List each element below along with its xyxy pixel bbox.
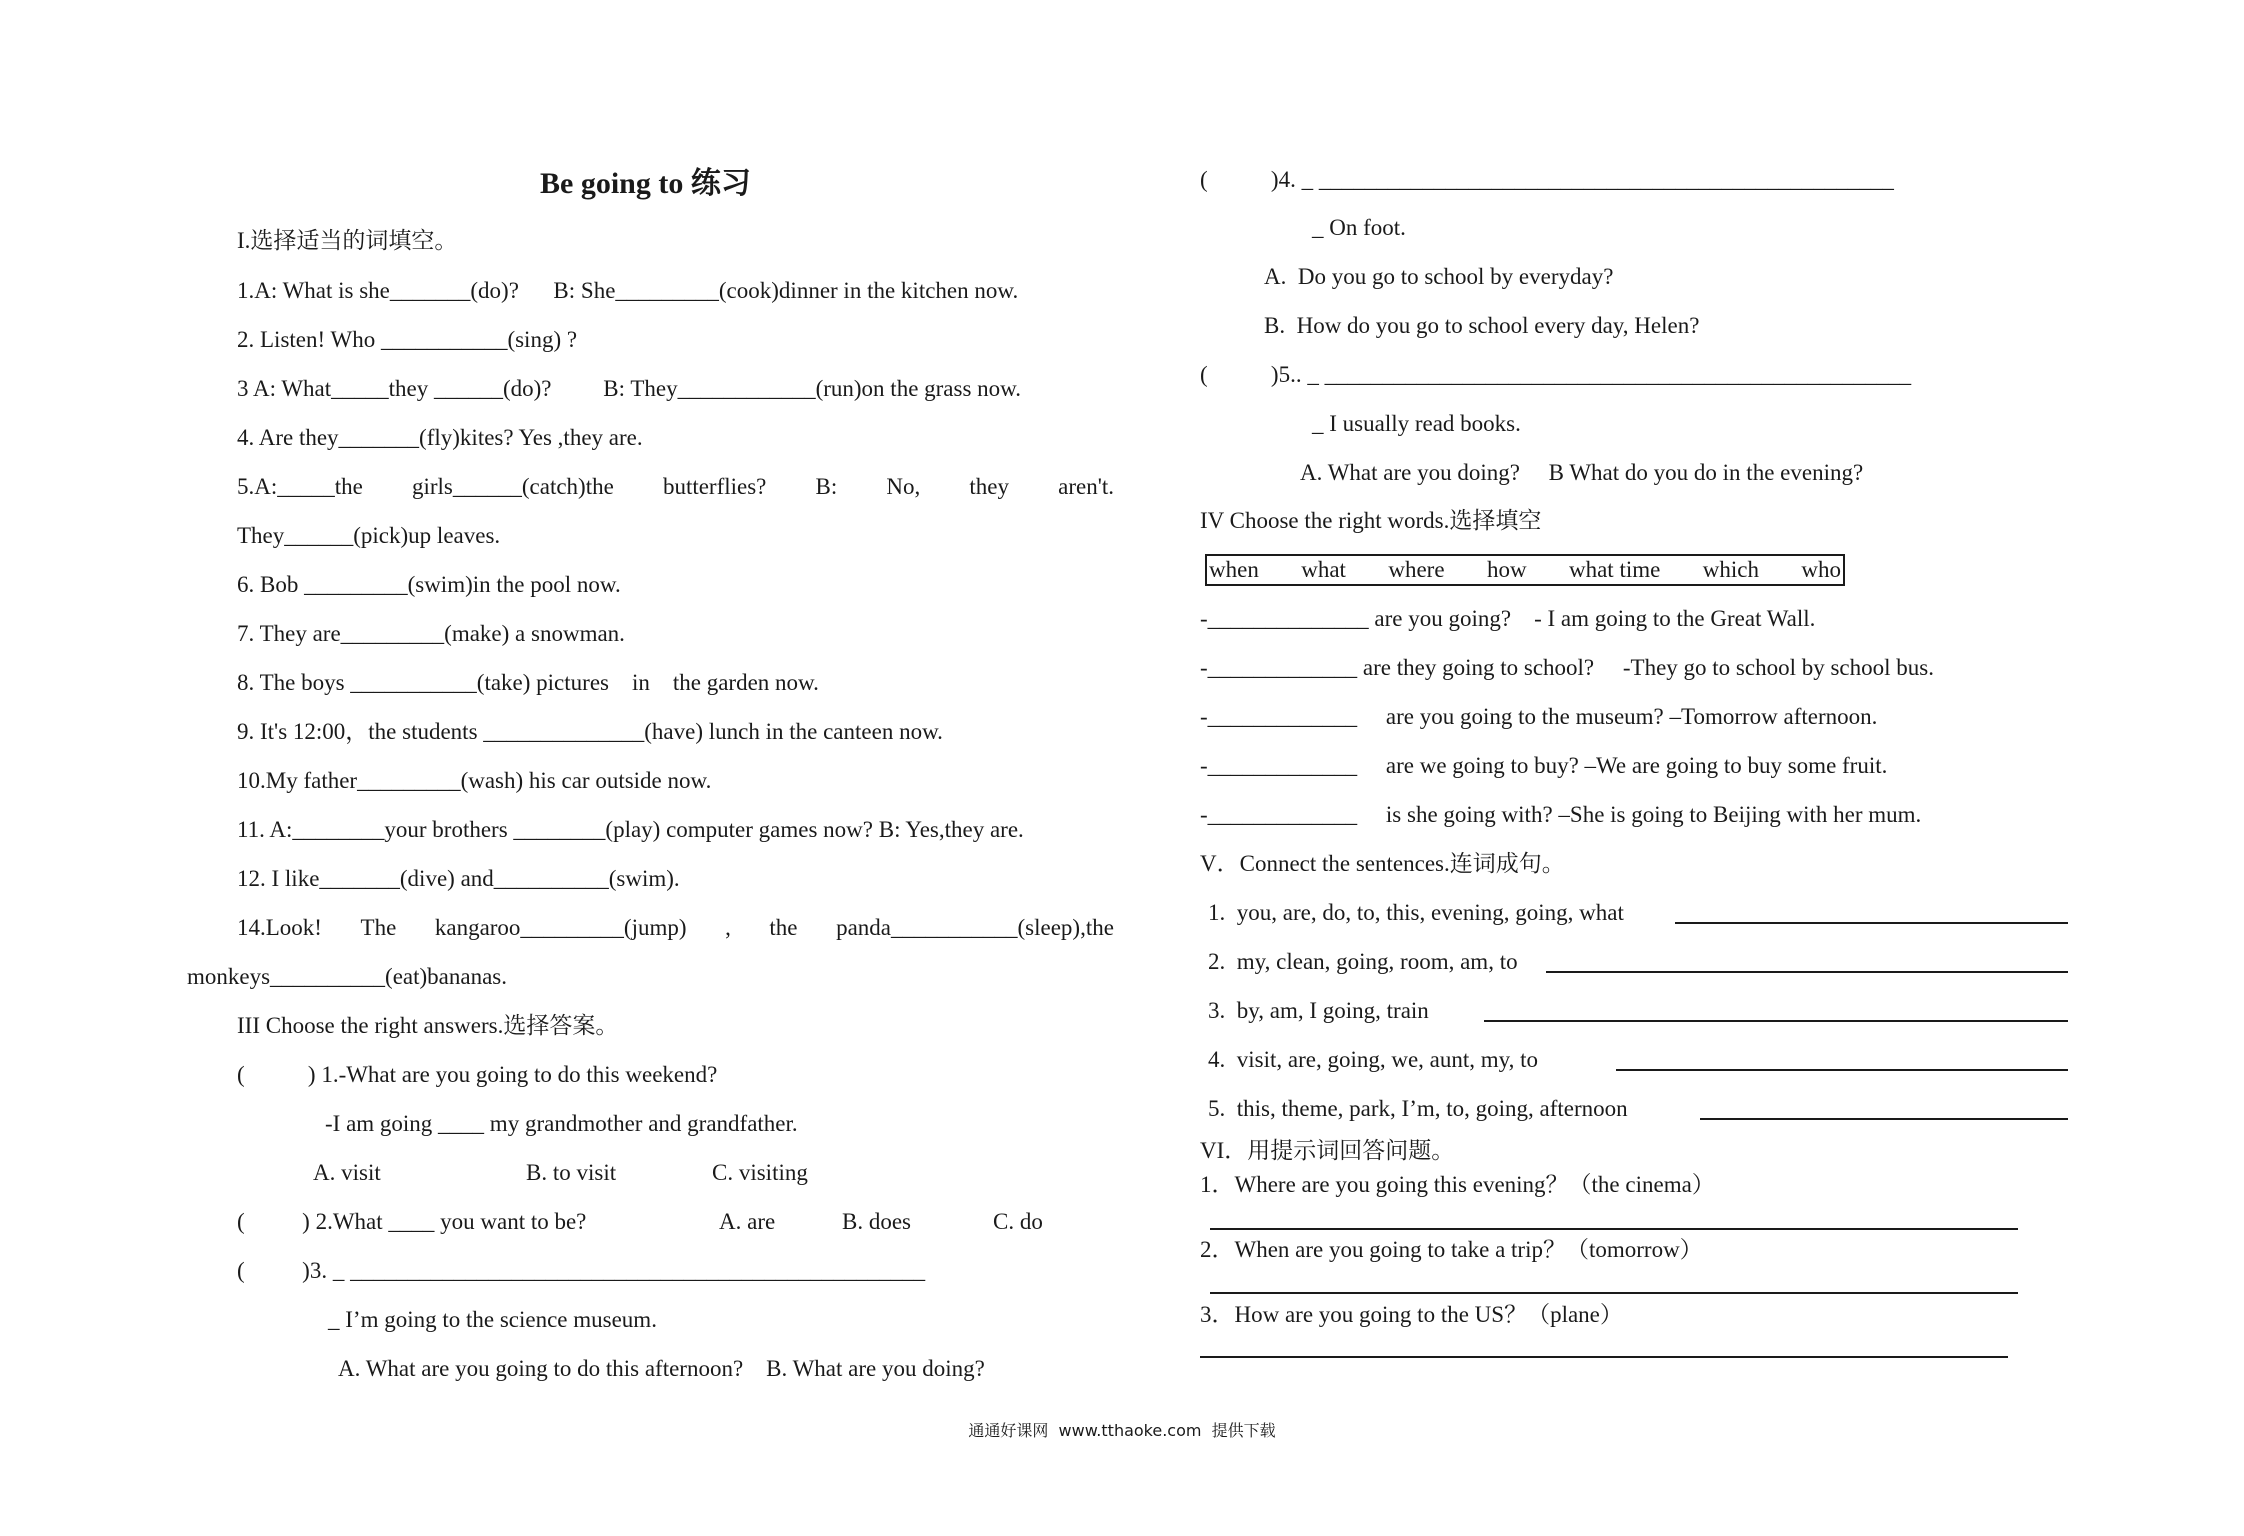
question-line: 3．How are you going to the US？（plane） — [1200, 1302, 1623, 1327]
options-line: A. What are you going to do this afternoon? B. What are you doing? — [338, 1356, 985, 1381]
question-line: 1．Where are you going this evening？（the cinema） — [1200, 1172, 1715, 1197]
word: 5.A:_____the — [237, 474, 363, 499]
answer-line: _ I’m going to the science museum. — [328, 1307, 657, 1332]
answer-rule — [1484, 1020, 2068, 1022]
answer-rule — [1616, 1069, 2068, 1071]
answer-rule — [1700, 1118, 2068, 1120]
question-line: -_____________ are we going to buy? –We are going to buy some fruit. — [1200, 753, 1888, 778]
question-line: 2．When are you going to take a trip？（tomorrow） — [1200, 1237, 1703, 1262]
page-title: Be going to 练习 — [540, 167, 751, 200]
word: butterflies? — [662, 474, 767, 499]
sentence-item: 3. by, am, I going, train — [1208, 998, 1429, 1023]
question-line: -I am going ____ my grandmother and grandfather. — [325, 1111, 798, 1136]
word-bank-item: what — [1301, 557, 1346, 582]
question-line: ( ) 2.What ____ you want to be? — [237, 1209, 587, 1234]
option-c: C. visiting — [712, 1160, 808, 1185]
sentence-item: 1. you, are, do, to, this, evening, going, what — [1208, 900, 1624, 925]
word-bank-item: what time — [1568, 557, 1661, 582]
word-bank-item: how — [1486, 557, 1527, 582]
sentence-item: 2. my, clean, going, room, am, to — [1208, 949, 1518, 974]
section-heading: I.选择适当的词填空。 — [237, 228, 458, 253]
question-line: ( )5.. _ ___________________________________________________ — [1200, 362, 1912, 387]
word: 14.Look! — [237, 915, 322, 940]
question-line: monkeys__________(eat)bananas. — [187, 964, 508, 989]
word: the — [769, 915, 798, 940]
question-line: 9. It's 12:00，the students ______________(have) lunch in the canteen now. — [237, 719, 943, 744]
word: they — [969, 474, 1009, 499]
word: The — [360, 915, 397, 940]
question-line-5 — [237, 472, 1114, 502]
question-line: 3 A: What_____they ______(do)? B: They____________(run)on the grass now. — [237, 376, 1022, 401]
word: , — [725, 915, 731, 940]
section-heading: V．Connect the sentences.连词成句。 — [1200, 851, 1565, 876]
answer-rule — [1200, 1356, 2008, 1358]
option-b: B. does — [842, 1209, 911, 1234]
word-bank-item: who — [1801, 557, 1841, 582]
option-c: C. do — [993, 1209, 1043, 1234]
section-heading: III Choose the right answers.选择答案。 — [237, 1013, 619, 1038]
question-line: -______________ are you going? - I am going to the Great Wall. — [1200, 606, 1816, 631]
word-bank — [1205, 554, 1845, 586]
answer-line: _ On foot. — [1312, 215, 1406, 240]
option-a: A. are — [719, 1209, 776, 1234]
question-line: 1.A: What is she_______(do)? B: She_________(cook)dinner in the kitchen now. — [237, 278, 1019, 303]
answer-rule — [1546, 971, 2068, 973]
question-line: ( )4. _ __________________________________________________ — [1200, 167, 1894, 192]
sentence-item: 5. this, theme, park, I’m, to, going, afternoon — [1208, 1096, 1628, 1121]
question-line: -_____________ is she going with? –She is going to Beijing with her mum. — [1200, 802, 1922, 827]
question-line: 8. The boys ___________(take) pictures in the garden now. — [237, 670, 819, 695]
question-line: -_____________ are you going to the museum? –Tomorrow afternoon. — [1200, 704, 1878, 729]
word: panda___________(sleep),the — [836, 915, 1114, 940]
question-line: ( )3. _ __________________________________________________ — [237, 1258, 926, 1283]
question-line: 10.My father_________(wash) his car outside now. — [237, 768, 712, 793]
sentence-item: 4. visit, are, going, we, aunt, my, to — [1208, 1047, 1539, 1072]
question-line: 12. I like_______(dive) and__________(swim). — [237, 866, 680, 891]
question-line: -_____________ are they going to school? -They go to school by school bus. — [1200, 655, 1934, 680]
question-line: 6. Bob _________(swim)in the pool now. — [237, 572, 621, 597]
word: aren't. — [1058, 474, 1114, 499]
answer-rule — [1210, 1228, 2018, 1230]
section-heading: IV Choose the right words.选择填空 — [1200, 508, 1542, 533]
question-line: 4. Are they_______(fly)kites? Yes ,they are. — [237, 425, 643, 450]
word: B: — [815, 474, 838, 499]
word-bank-item: which — [1702, 557, 1759, 582]
question-line: 7. They are_________(make) a snowman. — [237, 621, 625, 646]
answer-line: _ I usually read books. — [1312, 411, 1521, 436]
question-line: They______(pick)up leaves. — [237, 523, 501, 548]
answer-rule — [1210, 1292, 2018, 1294]
word-bank-item: where — [1388, 557, 1445, 582]
option-a: A. Do you go to school by everyday? — [1264, 264, 1614, 289]
answer-rule — [1675, 922, 2068, 924]
question-line: 11. A:________your brothers ________(play) computer games now? B: Yes,they are. — [237, 817, 1024, 842]
option-a: A. visit — [313, 1160, 381, 1185]
word: girls______(catch)the — [411, 474, 614, 499]
option-b: B. How do you go to school every day, Helen? — [1264, 313, 1700, 338]
option-b: B. to visit — [526, 1160, 617, 1185]
footer: 通通好课网 www.tthaoke.com 提供下载 — [968, 1421, 1276, 1440]
question-line: 2. Listen! Who ___________(sing) ? — [237, 327, 578, 352]
section-heading: VI．用提示词回答问题。 — [1200, 1138, 1455, 1163]
options-line: A. What are you doing? B What do you do in the evening? — [1300, 460, 1864, 485]
word-bank-item: when — [1209, 557, 1259, 582]
word: No, — [886, 474, 921, 499]
word: kangaroo_________(jump) — [434, 915, 687, 940]
question-line: ( ) 1.-What are you going to do this weekend? — [237, 1062, 718, 1087]
question-line-14 — [237, 913, 1114, 943]
